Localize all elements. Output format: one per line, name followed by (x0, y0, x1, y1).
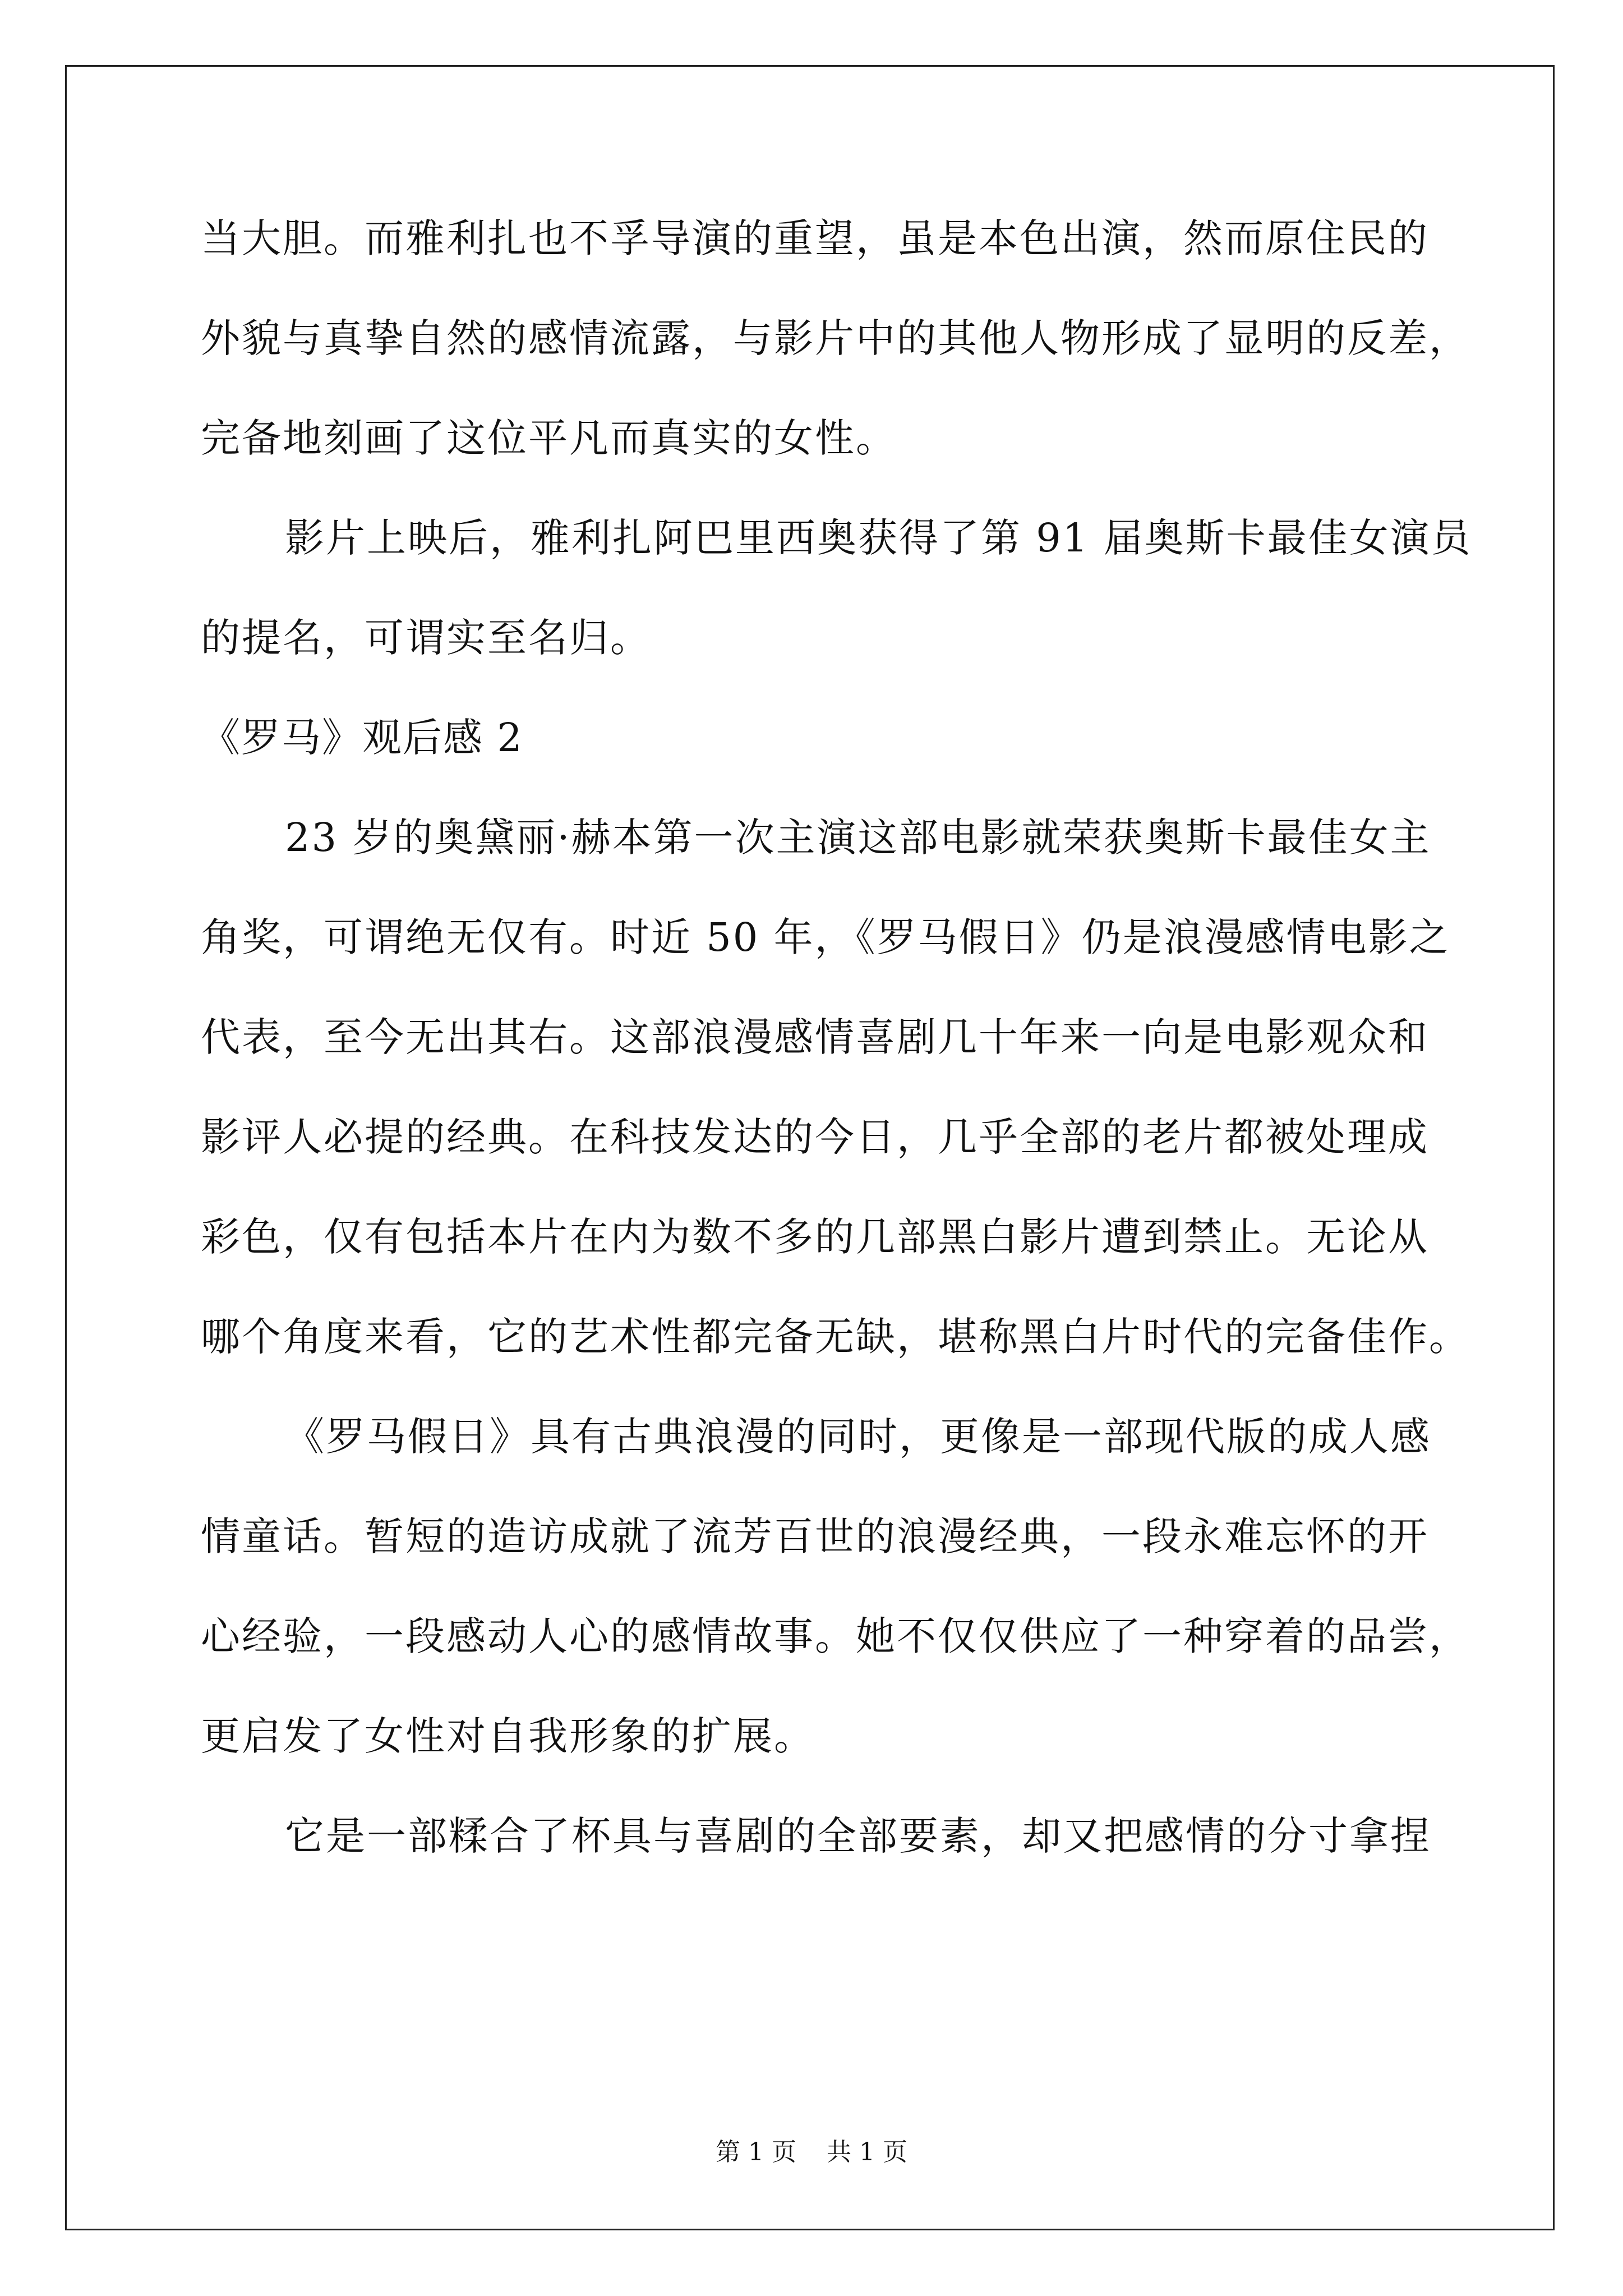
text-line: 心经验，一段感动人心的感情故事。她不仅仅供应了一种穿着的品尝， (201, 1613, 1470, 1659)
section-heading: 《罗马》观后感 2 (201, 715, 523, 761)
text-line: 情童话。暂短的造访成就了流芳百世的浪漫经典，一段永难忘怀的开 (201, 1513, 1429, 1559)
document-body (201, 215, 1472, 1916)
text-line: 代表，至今无出其右。这部浪漫感情喜剧几十年来一向是电影观众和 (201, 1014, 1429, 1060)
text-line: 更启发了女性对自我形象的扩展。 (201, 1713, 815, 1759)
text-line: 彩色，仅有包括本片在内为数不多的几部黑白影片遭到禁止。无论从 (201, 1214, 1429, 1260)
text-line: 影评人必提的经典。在科技发达的今日，几乎全部的老片都被处理成 (201, 1114, 1429, 1160)
text-line: 角奖，可谓绝无仅有。时近 50 年，《罗马假日》仍是浪漫感情电影之 (201, 914, 1450, 960)
text-line: 的提名，可谓实至名归。 (201, 615, 651, 661)
page-total: 共 1 页 (827, 2138, 907, 2166)
page-number: 第 1 页 (716, 2138, 796, 2166)
paragraph-start-line: 它是一部糅合了杯具与喜剧的全部要素，却又把感情的分寸拿捏 (285, 1813, 1431, 1859)
page-footer (0, 2132, 1623, 2168)
text-line: 完备地刻画了这位平凡而真实的女性。 (201, 415, 897, 461)
paragraph-start-line: 23 岁的奥黛丽·赫本第一次主演这部电影就荣获奥斯卡最佳女主 (285, 815, 1431, 861)
text-line: 外貌与真挚自然的感情流露，与影片中的其他人物形成了显明的反差， (201, 315, 1470, 361)
paragraph-start-line: 影片上映后，雅利扎阿巴里西奥获得了第 91 届奥斯卡最佳女演员 (285, 515, 1472, 561)
text-line: 哪个角度来看，它的艺术性都完备无缺，堪称黑白片时代的完备佳作。 (201, 1314, 1470, 1360)
paragraph-start-line: 《罗马假日》具有古典浪漫的同时，更像是一部现代版的成人感 (285, 1414, 1431, 1460)
text-line: 当大胆。而雅利扎也不孚导演的重望，虽是本色出演，然而原住民的 (201, 215, 1429, 261)
